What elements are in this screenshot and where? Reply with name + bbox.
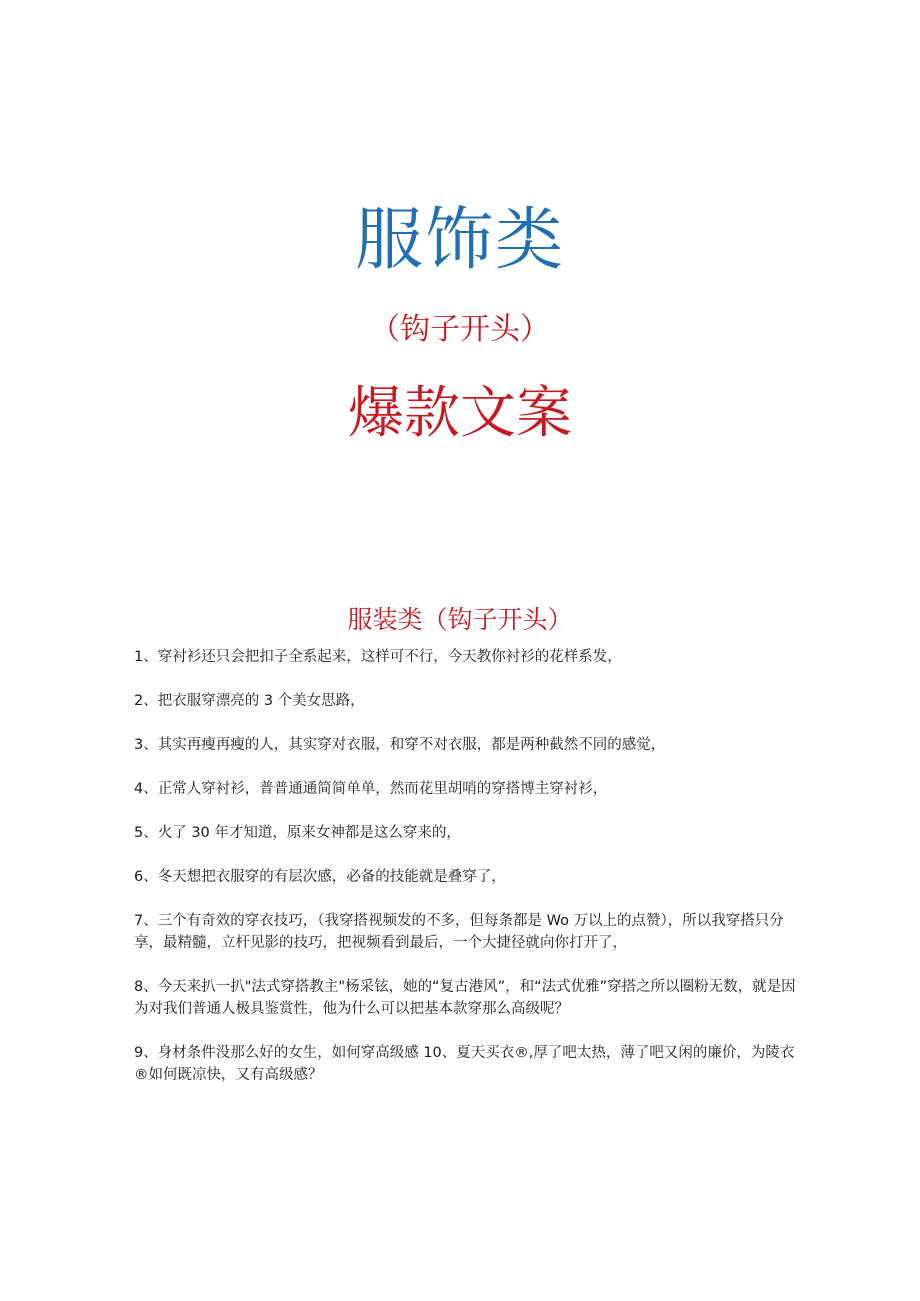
list-item: 5、火了 30 年才知道，原来女神都是这么穿来的，: [134, 825, 461, 841]
section-heading: 服装类（钩子开头）: [347, 605, 573, 634]
list-item: 3、其实再瘦再瘦的人，其实穿对衣服，和穿不对衣服，都是两种截然不同的感觉，: [134, 737, 666, 753]
hook-list: [134, 646, 806, 1108]
list-item: 1、穿衬衫还只会把扣子全系起来，这样可不行，今天教你衬衫的花样系发，: [134, 649, 622, 665]
list-item: 2、把衣服穿漂亮的 3 个美女思路，: [134, 693, 365, 709]
list-item: 7、三个有奇效的穿衣技巧，（我穿搭视频发的不多，但每条都是 Wo 万以上的点赞），所以我穿搭只分享，最精髓，立杆见影的技巧，把视频看到最后，一个大捷径就向你打开了，: [134, 913, 784, 951]
list-item: 9、身材条件没那么好的女生，如何穿高级感 10、夏天买衣®,厚了吧太热，薄了吧又闲的廉价，为陵衣®如何既凉快，又有高级感？: [134, 1045, 795, 1083]
cover-title: 服饰类: [354, 201, 565, 280]
list-item: 4、正常人穿衬衫，普普通通简简单单，然而花里胡哨的穿搭博主穿衬衫，: [134, 781, 608, 797]
list-item: 8、今天来扒一扒"法式穿搭教主"杨采铉，她的“复古港风”，和“法式优雅”穿搭之所以圈粉无数，就是因为对我们普通人极具鉴赏性，他为什么可以把基本款穿那么高级呢？: [134, 979, 796, 1017]
list-item: 6、冬天想把衣服穿的有层次感，必备的技能就是叠穿了，: [134, 869, 506, 885]
cover-subtitle: （钩子开头）: [370, 312, 550, 347]
cover-hot-title: 爆款文案: [348, 381, 572, 446]
